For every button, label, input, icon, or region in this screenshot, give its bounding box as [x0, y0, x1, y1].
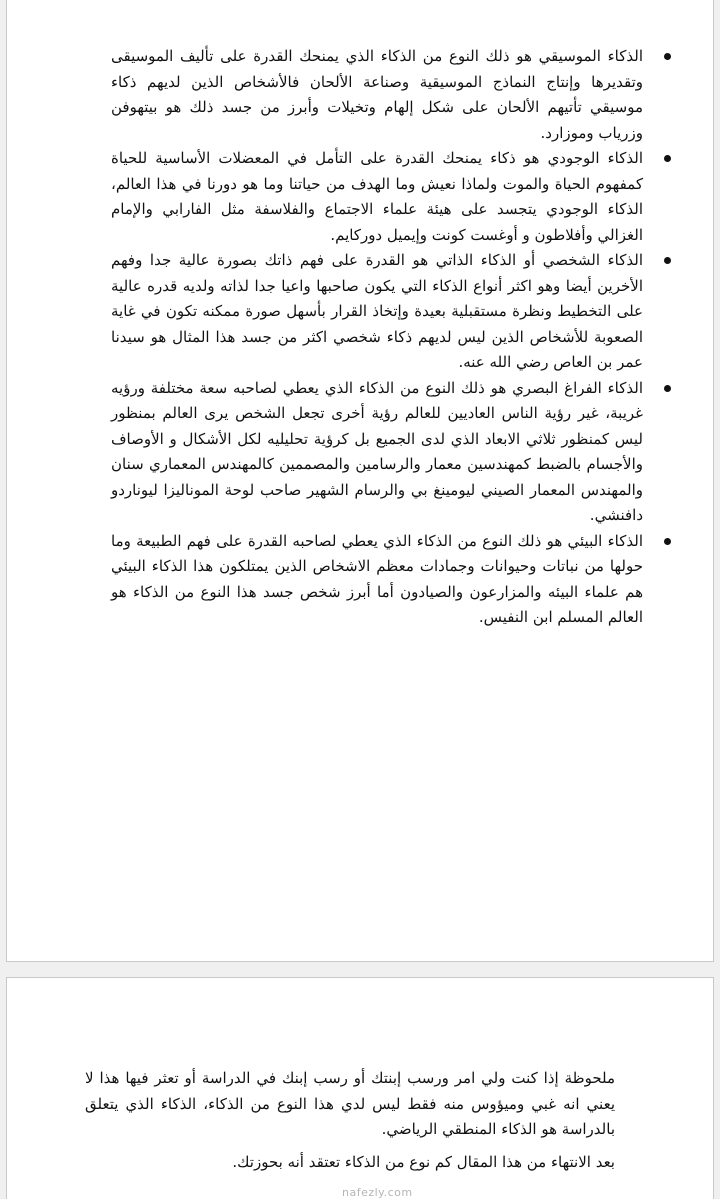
document-page-2	[6, 977, 714, 1199]
list-item-spatial	[111, 376, 673, 529]
list-item-naturalist	[111, 529, 673, 631]
closing-question-paragraph: بعد الانتهاء من هذا المقال كم نوع من الذكاء تعتقد أنه بحوزتك.	[232, 1153, 615, 1171]
bullet-icon	[664, 538, 671, 545]
intelligence-types-list	[111, 44, 673, 631]
parent-note-paragraph: ملحوظة إذا كنت ولي امر ورسب إبنتك أو رسب إبنك في الدراسة أو تعثر فيها هذا لا يعني انه غبي وميؤوس منه فقط ليس لدي هذا النوع من الذكاء، الذكاء الذي يتعلق بالدراسة هو الذكاء المنطقي الرياضي.	[85, 1069, 615, 1138]
list-item-text: الذكاء الوجودي هو ذكاء يمنحك القدرة على التأمل في المعضلات الأساسية للحياة كمفهوم الحياة والموت ولماذا نعيش وما الهدف من حياتنا وما هو دورنا في هذا العالم، الذكاء الوجودي يتجسد على هيئة علماء الاجتماع والفلاسفة مثل الفارابي والإمام الغزالي وأفلاطون و أوغست كونت وإيميل دوركايم.	[111, 149, 644, 244]
list-item-text: الذكاء الفراغ البصري هو ذلك النوع من الذكاء الذي يعطي لصاحبه سعة مختلفة ورؤيه غريبة، غير رؤية الناس العاديين للعالم رؤية أخرى تجعل الشخص يرى العالم بمنظور ليس كمنظور ثلاثي الابعاد الذي لدى الجميع بل كرؤية تحليليه لكل الأشكال و الأوصاف والأجسام بالضبط كمهندسين معمار والرسامين والمصممين كالمهندس المعماري سنان والمهندس المعمار الصيني ليومينغ بي والرسام الشهير صاحب لوحة الموناليزا ليوناردو دافنشي.	[111, 378, 643, 524]
list-item-existential	[111, 146, 673, 248]
document-page-1	[6, 0, 714, 962]
list-item-text: الذكاء الموسيقي هو ذلك النوع من الذكاء الذي يمنحك القدرة على تأليف الموسيقى وتقديرها وإنتاج النماذج الموسيقية وصناعة الألحان فالأشخاص الذين لديهم ذكاء موسيقي تأتيهم الألحان على شكل إلهام وتخيلات وأبرز من جسد ذلك هو بيتهوفن وزرياب وموزارد.	[111, 47, 643, 142]
list-item-personal	[111, 248, 673, 376]
list-item-text: الذكاء الشخصي أو الذكاء الذاتي هو القدرة على فهم ذاتك بصورة عالية جدا وفهم الأخرين أيضا وهو اكثر أنواع الذكاء التي يكون صاحبها واعيا جدا لذاته ولديه قدره عالية على التخطيط ونظرة مستقبلية بعيدة وإتخاذ القرار بأسهل صورة ممكنه تكون في غاية الصعوبة للأشخاص الذين ليس لديهم ذكاء شخصي اكثر من جسد هذا المثال هو سيدنا عمر بن العاص رضي الله عنه.	[111, 251, 643, 371]
list-item-text: الذكاء البيئي هو ذلك النوع من الذكاء الذي يعطي لصاحبه القدرة على فهم الطبيعة وما حولها من نباتات وحيوانات وجمادات معظم الاشخاص الذين يمتلكون هذا الذكاء البيئي هم علماء البيئه والمزارعون والصيادون أما أبرز شخص جسد هذا النوع من الذكاء هو العالم المسلم ابن النفيس.	[111, 531, 643, 626]
bullet-icon	[664, 257, 671, 264]
list-item-musical	[111, 44, 673, 146]
bullet-icon	[664, 53, 671, 60]
bullet-icon	[664, 385, 671, 392]
bullet-icon	[664, 155, 671, 162]
watermark-text: nafezly.com	[342, 1186, 413, 1199]
